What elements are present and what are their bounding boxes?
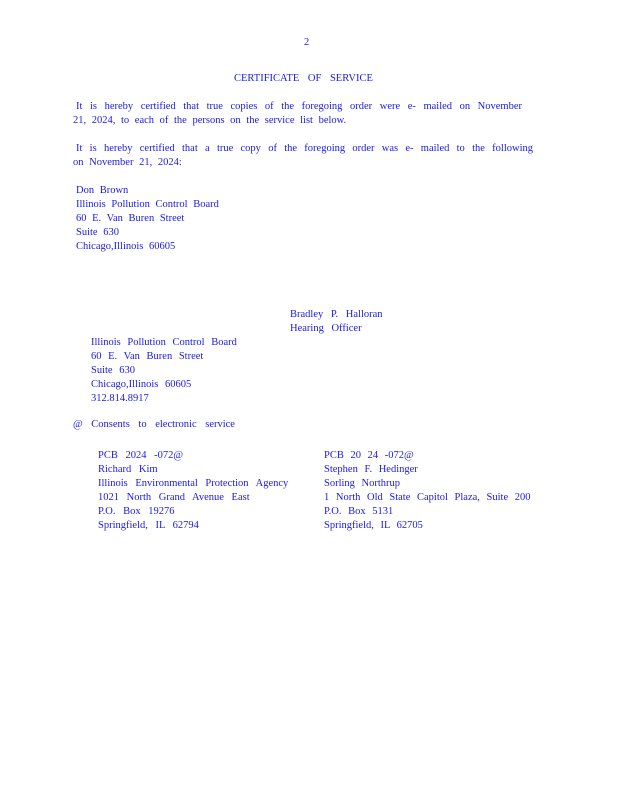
signer-phone: 312.814.8917	[91, 393, 149, 404]
signer-title: Hearing Officer	[290, 323, 362, 334]
service-case-number: PCB 2024 -072@	[98, 450, 184, 461]
service-contact-city: Springfield, IL 62705	[324, 520, 423, 531]
service-case-number: PCB 20 24 -072@	[324, 450, 414, 461]
service-contact-street: 1 North Old State Capitol Plaza, Suite 200	[324, 492, 531, 503]
paragraph-line: on November 21, 2024:	[73, 157, 182, 168]
signer-org: Illinois Pollution Control Board	[91, 337, 237, 348]
service-contact-name: Richard Kim	[98, 464, 158, 475]
recipient-name: Don Brown	[76, 185, 129, 196]
page-number: 2	[304, 37, 310, 48]
paragraph-line: 21, 2024, to each of the persons on the service list below.	[73, 115, 347, 126]
service-contact-po-box: P.O. Box 5131	[324, 506, 394, 517]
signer-street: 60 E. Van Buren Street	[91, 351, 204, 362]
service-contact-po-box: P.O. Box 19276	[98, 506, 175, 517]
recipient-address-block	[76, 184, 219, 254]
service-contact-city: Springfield, IL 62794	[98, 520, 199, 531]
service-contact-org: Sorling Northrup	[324, 478, 401, 489]
recipient-street: 60 E. Van Buren Street	[76, 213, 185, 224]
paragraph-line: It is hereby certified that true copies of the foregoing order were e- mailed on November	[76, 101, 522, 112]
service-contact-name: Stephen F. Hedinger	[324, 464, 418, 475]
page-title: CERTIFICATE OF SERVICE	[234, 73, 373, 84]
signer-name: Bradley P. Halloran	[290, 309, 383, 320]
signer-address-block	[91, 336, 237, 406]
service-list-entry	[98, 449, 288, 533]
paragraph-line: It is hereby certified that a true copy of the foregoing order was e- mailed to the following	[76, 143, 533, 154]
recipient-city: Chicago,Illinois 60605	[76, 241, 176, 252]
signer-suite: Suite 630	[91, 365, 135, 376]
recipient-org: Illinois Pollution Control Board	[76, 199, 219, 210]
signer-city: Chicago,Illinois 60605	[91, 379, 192, 390]
service-contact-org: Illinois Environmental Protection Agency	[98, 478, 289, 489]
service-contact-street: 1021 North Grand Avenue East	[98, 492, 250, 503]
recipient-suite: Suite 630	[76, 227, 119, 238]
signature-block	[290, 308, 383, 336]
consent-note: @ Consents to electronic service	[73, 419, 235, 430]
service-list-entry	[324, 449, 530, 533]
